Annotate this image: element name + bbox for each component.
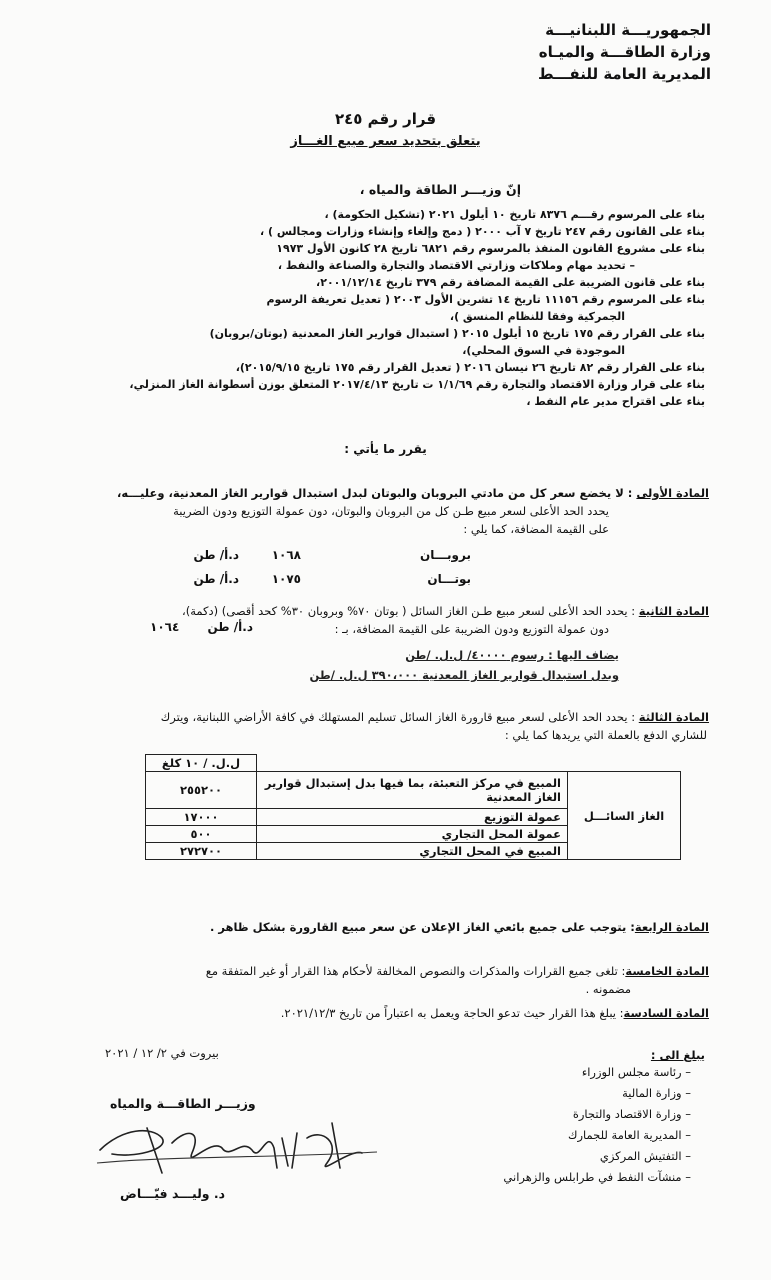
article-2-value: ١٠٦٤	[150, 620, 180, 634]
article-2-add-text: : رسوم ٤٠٠٠٠/ ل.ل. /طن	[405, 648, 557, 662]
article-1-text: : لا يخضع سعر كل من مادتي البروبان والبوتان لبدل استبدال قوارير الغاز المعدنية، وعليـــه،	[116, 486, 637, 500]
preamble-line: بناء على قانون الضريبة على القيمة المضافة رقم ٣٧٩ تاريخ ٢٠٠١/١٢/١٤،	[316, 276, 705, 289]
article-6	[281, 1004, 709, 1022]
propane-unit: د.أ/ طن	[193, 548, 239, 562]
article-2-unit: د.أ/ طن	[207, 620, 253, 634]
article-4-text: : يتوجب على جميع بائعي الغاز الإعلان عن سعر مبيع القارورة بشكل ظاهر .	[209, 920, 635, 934]
row-value: ١٧٠٠٠	[146, 809, 257, 826]
article-2-label: المادة الثانية	[638, 604, 709, 618]
article-2-add-label: يضاف اليها	[556, 648, 619, 662]
preamble-line: بناء على القرار رقم ١٧٥ تاريخ ١٥ أيلول ٢٠١٥ ( استبدال قوارير الغاز المعدنية (بوتان/بروبان)	[209, 327, 705, 340]
article-5-line2: مضمونه .	[585, 982, 631, 996]
article-2-line2: دون عمولة التوزيع ودون الضريبة على القيمة المضافة، بـ :	[334, 622, 609, 636]
article-5	[206, 962, 709, 998]
article-3-line2: للشاري الدفع بالعملة التي يريدها كما يلي :	[504, 728, 707, 742]
article-6-text: : يبلغ هذا القرار حيث تدعو الحاجة ويعمل به اعتباراً من تاريخ ٢٠٢١/١٢/٣.	[280, 1006, 624, 1020]
preamble-list	[129, 206, 705, 410]
preamble-line: بناء على المرسوم رقم ١١١٥٦ تاريخ ١٤ تشرين الأول ٢٠٠٣ ( تعديل تعريفة الرسوم	[266, 293, 705, 306]
table-corner	[568, 755, 681, 772]
article-2-text: : يحدد الحد الأعلى لسعر مبيع طـن الغاز السائل ( بوتان ٧٠% وبروبان ٣٠% كحد أقصى) (دكمة)،	[182, 604, 639, 618]
article-2-exchange: وبدل استبدال قوارير الغاز المعدنية ٣٩٠،٠٠٠ ل.ل. /طن	[309, 668, 619, 682]
preamble-line: بناء على قرار وزارة الاقتصاد والتجارة رقم ١/١/٦٩ ت تاريخ ٢٠١٧/٤/١٣ المتعلق بوزن أسطوانة الغاز المنزلي،	[129, 378, 705, 391]
article-1	[117, 484, 709, 538]
signature-title: وزيـــر الطاقـــة والمياه	[110, 1096, 256, 1111]
propane-value: ١٠٦٨	[271, 548, 301, 562]
handwritten-signature	[92, 1108, 382, 1188]
preamble-line: بناء على المرسوم رقـــم ٨٣٧٦ تاريخ ١٠ أيلول ٢٠٢١ (تشكيل الحكومة) ،	[324, 208, 705, 221]
preamble-line: بناء على القانون رقم ٢٤٧ تاريخ ٧ آب ٢٠٠٠ ( دمج وإلغاء وإنشاء وزارات ومجالس ) ،	[259, 225, 705, 238]
preamble-line: الجمركية وفقا للنظام المنسق )،	[449, 310, 625, 323]
preamble-line: الموجودة في السوق المحلي)،	[462, 344, 625, 357]
article-5-text: : تلغى جميع القرارات والمذكرات والنصوص المخالفة لأحكام هذا القرار أو غير المتفقة مع	[205, 964, 626, 978]
distribution-list	[503, 1062, 705, 1188]
propane-label: بروبـــان	[420, 548, 471, 562]
signature-name: د. وليـــد فيّـــاض	[120, 1186, 226, 1201]
table-header-row	[146, 755, 681, 772]
article-3-text: : يحدد الحد الأعلى لسعر مبيع قارورة الغاز السائل تسليم المستهلك في كافة الأراضي اللبنانية، ويترك	[160, 710, 639, 724]
distribution-title: يبلغ الى :	[650, 1048, 705, 1062]
header-ministry: وزارة الطاقـــة والميـاه	[538, 43, 711, 61]
row-label: عمولة التوزيع	[257, 809, 568, 826]
price-table	[145, 754, 681, 860]
article-3-label: المادة الثالثة	[638, 710, 709, 724]
row-value: ٥٠٠	[146, 826, 257, 843]
unit-header: ل.ل. / ١٠ كلغ	[146, 755, 257, 772]
decision-title: قرار رقم ٢٤٥	[334, 110, 437, 128]
decides-heading: يقرر ما يأتي :	[344, 442, 427, 456]
article-1-label: المادة الأولى	[636, 486, 709, 500]
preamble-line: بناء على اقتراح مدير عام النفط ،	[526, 395, 705, 408]
article-1-line3: على القيمة المضافة، كما يلي :	[463, 522, 609, 536]
article-6-label: المادة السادسة	[623, 1006, 709, 1020]
list-item: – رئاسة مجلس الوزراء	[581, 1065, 691, 1079]
butane-unit: د.أ/ طن	[193, 572, 239, 586]
butane-label: بوتـــان	[427, 572, 471, 586]
list-item: – منشآت النفط في طرابلس والزهراني	[503, 1170, 691, 1184]
article-1-line2: يحدد الحد الأعلى لسعر مبيع طـن كل من البروبان والبوتان، دون عمولة التوزيع ودون الضريبة	[173, 504, 609, 518]
preamble-line: – تحديد مهام وملاكات وزارتي الاقتصاد والتجارة والصناعة والنفط ،	[277, 259, 635, 272]
article-4-label: المادة الرابعة	[634, 920, 709, 934]
signature-date: بيروت في ٢/ ١٢ / ٢٠٢١	[105, 1046, 219, 1060]
decision-subject: يتعلق بتحديد سعر مبيع الغـــاز	[290, 134, 481, 149]
row-value: ٢٧٢٧٠٠	[146, 843, 257, 860]
group-label: الغاز السائـــل	[568, 772, 681, 860]
article-2	[182, 602, 709, 638]
distribution	[503, 1048, 705, 1188]
list-item: – التفتيش المركزي	[599, 1149, 691, 1163]
article-4	[210, 918, 709, 936]
preamble-line: بناء على القرار رقم ٨٢ تاريخ ٢٦ نيسان ٢٠١٦ ( تعديل القرار رقم ١٧٥ تاريخ ٢٠١٥/٩/١٥)،	[235, 361, 705, 374]
row-label: عمولة المحل التجاري	[257, 826, 568, 843]
butane-value: ١٠٧٥	[271, 572, 301, 586]
table-row	[146, 772, 681, 809]
row-value: ٢٥٥٢٠٠	[146, 772, 257, 809]
list-item: – وزارة الاقتصاد والتجارة	[572, 1107, 691, 1121]
article-2-amount	[150, 620, 253, 634]
header-directorate: المديرية العامة للنفـــط	[537, 65, 711, 83]
preamble-line: بناء على مشروع القانون المنفذ بالمرسوم رقم ٦٨٢١ تاريخ ٢٨ كانون الأول ١٩٧٣	[276, 242, 705, 255]
article-3	[161, 708, 709, 744]
minister-line: إنّ وزيـــر الطاقة والمياه ،	[359, 182, 521, 197]
row-label: المبيع في المحل التجاري	[257, 843, 568, 860]
article-5-label: المادة الخامسة	[625, 964, 709, 978]
header-republic: الجمهوريـــة اللبنانيـــة	[545, 21, 711, 39]
row-label: المبيع في مركز التعبئة، بما فيها بدل إستبدال قوارير الغاز المعدنية	[257, 772, 568, 809]
article-2-fees	[405, 648, 619, 662]
list-item: – وزارة المالية	[622, 1086, 691, 1100]
table-corner	[257, 755, 568, 772]
list-item: – المديرية العامة للجمارك	[567, 1128, 691, 1142]
